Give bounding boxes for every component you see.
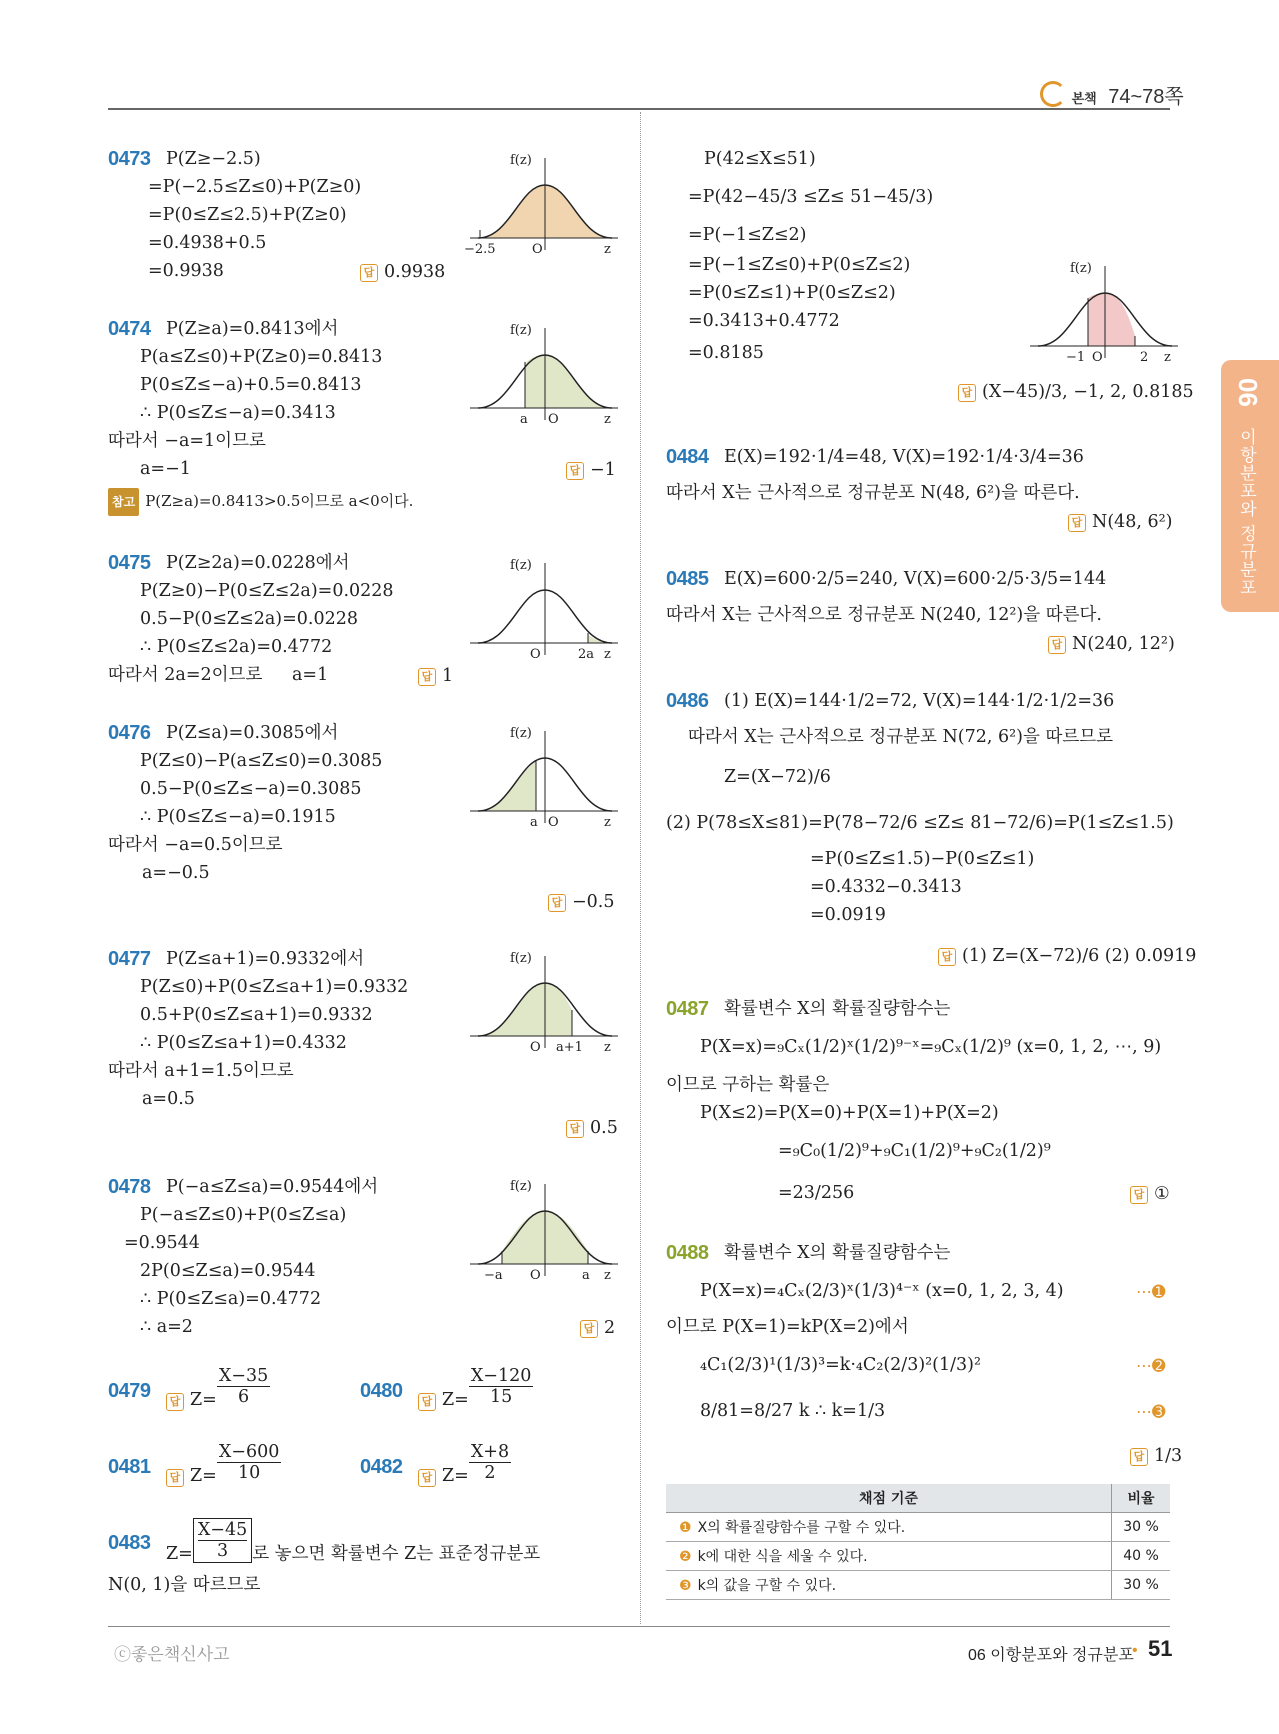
svg-text:f(z): f(z) — [1070, 261, 1092, 276]
svg-text:z: z — [604, 815, 611, 830]
answer-0479: 답 Z= $\frac{X-35}{6}$ — [166, 1366, 270, 1411]
svg-text:z: z — [604, 647, 611, 662]
tick-label: O — [532, 242, 543, 257]
problem-number-0484: 0484 — [666, 446, 709, 468]
answer-0487: 답 ① — [1130, 1184, 1170, 1204]
solution-line: P(a≤Z≤0)+P(Z≥0)=0.8413 — [140, 347, 383, 367]
solution-line: 따라서 2a=2이므로 — [108, 665, 263, 685]
solution-line: 따라서 a+1=1.5이므로 — [108, 1061, 294, 1081]
normal-curve-graph — [470, 555, 620, 665]
solution-line: E(X)=192·1/4=48, V(X)=192·1/4·3/4=36 — [724, 447, 1084, 467]
svg-text:O: O — [530, 647, 541, 662]
normal-curve-graph — [464, 150, 620, 260]
answer-0475: 답 1 — [418, 666, 453, 686]
svg-text:−1: −1 — [1066, 350, 1086, 365]
solution-line: 따라서 X는 근사적으로 정규분포 N(72, 6²)을 따르므로 — [688, 727, 1114, 747]
normal-curve-graph — [470, 320, 620, 430]
answer-0474: 답 −1 — [566, 460, 616, 480]
problem-number-0476: 0476 — [108, 722, 151, 744]
footer-rule — [108, 1626, 1170, 1627]
normal-curve-graph — [470, 948, 620, 1058]
solution-line: 이므로 구하는 확률은 — [666, 1075, 830, 1095]
tick-label: −2.5 — [464, 242, 496, 257]
solution-line: =P(0≤Z≤2.5)+P(Z≥0) — [148, 205, 347, 225]
step-marker-3: ⋯➌ — [1136, 1402, 1166, 1421]
footer-chapter: 06 이항분포와 정규분포 — [968, 1647, 1134, 1664]
solution-line: ∴ P(0≤Z≤2a)=0.4772 — [140, 637, 333, 657]
svg-text:2: 2 — [1140, 350, 1149, 365]
solution-line: =P(0≤Z≤1.5)−P(0≤Z≤1) — [810, 849, 1035, 869]
page-number: 51 — [1148, 1636, 1173, 1661]
solution-line: 0.5−P(0≤Z≤−a)=0.3085 — [140, 779, 362, 799]
table-row — [666, 1571, 1170, 1600]
solution-line: ∴ P(0≤Z≤−a)=0.1915 — [140, 807, 336, 827]
solution-line: 확률변수 X의 확률질량함수는 — [724, 999, 951, 1019]
solution-line: ∴ P(0≤Z≤−a)=0.3413 — [140, 403, 336, 423]
svg-text:O: O — [548, 815, 559, 830]
solution-line: (2) P(78≤X≤81)=P(78−72/6 ≤Z≤ 81−72/6)=P(1≤Z≤1.5) — [666, 813, 1174, 833]
solution-line: N(0, 1)을 따르므로 — [108, 1575, 261, 1595]
solution-line: 따라서 X는 근사적으로 정규분포 N(48, 6²)을 따른다. — [666, 483, 1080, 503]
solution-line: =23/256 — [778, 1183, 855, 1203]
solution-line: 0.5−P(0≤Z≤2a)=0.0228 — [140, 609, 359, 629]
solution-line: P(Z≤0)−P(a≤Z≤0)=0.3085 — [140, 751, 383, 771]
solution-line: P(Z≥2a)=0.0228에서 — [166, 553, 350, 573]
solution-line: =P(−1≤Z≤0)+P(0≤Z≤2) — [688, 255, 911, 275]
solution-line: P(Z≤a+1)=0.9332에서 — [166, 949, 365, 969]
solution-line: P(Z≥−2.5) — [166, 149, 261, 169]
svg-text:z: z — [604, 1268, 611, 1283]
book-label: 본책 — [1071, 91, 1097, 106]
answer-0481: 답 Z= $\frac{X-600}{10}$ — [166, 1442, 281, 1487]
answer-0486: 답 (1) Z=(X−72)/6 (2) 0.0919 — [938, 946, 1196, 966]
problem-number-0485: 0485 — [666, 568, 709, 590]
table-cell: 30 % — [1112, 1571, 1171, 1600]
svg-text:O: O — [530, 1040, 541, 1055]
solution-line: Z=(X−72)/6 — [724, 767, 831, 787]
normal-curve-graph — [1030, 258, 1180, 368]
table-cell: ❷ k에 대한 식을 세울 수 있다. — [666, 1542, 1112, 1571]
solution-line: ∴ P(0≤Z≤a)=0.4772 — [140, 1289, 322, 1309]
svg-text:a+1: a+1 — [556, 1040, 583, 1055]
solution-line: =P(−1≤Z≤2) — [688, 225, 807, 245]
solution-line: P(Z≥a)=0.8413에서 — [166, 319, 339, 339]
note-line: 참고 P(Z≥a)=0.8413>0.5이므로 a<0이다. — [108, 488, 413, 516]
solution-line: =0.8185 — [688, 343, 764, 363]
solution-line: E(X)=600·2/5=240, V(X)=600·2/5·3/5=144 — [724, 569, 1107, 589]
solution-line: 2P(0≤Z≤a)=0.9544 — [140, 1261, 316, 1281]
answer-0485: 답 N(240, 12²) — [1048, 634, 1175, 654]
solution-line: ∴ a=2 — [140, 1317, 193, 1337]
problem-number-0488: 0488 — [666, 1242, 709, 1264]
problem-number-0478: 0478 — [108, 1176, 151, 1198]
footer-bullet: • — [1132, 1642, 1138, 1659]
solution-line: (1) E(X)=144·1/2=72, V(X)=144·1/2·1/2=36 — [724, 691, 1115, 711]
solution-line: =₉C₀(1/2)⁹+₉C₁(1/2)⁹+₉C₂(1/2)⁹ — [778, 1141, 1051, 1161]
solution-line: P(42≤X≤51) — [704, 149, 816, 169]
problem-number-0480: 0480 — [360, 1380, 403, 1402]
svg-text:z: z — [1164, 350, 1171, 365]
svg-text:f(z): f(z) — [510, 323, 532, 338]
svg-text:z: z — [604, 1040, 611, 1055]
answer-0482: 답 Z= $\frac{X+8}{2}$ — [418, 1442, 511, 1487]
svg-text:a: a — [530, 815, 538, 830]
solution-line: =P(42−45/3 ≤Z≤ 51−45/3) — [688, 187, 934, 207]
solution-line: =0.9938 — [148, 261, 224, 281]
solution-line: 따라서 X는 근사적으로 정규분포 N(240, 12²)을 따른다. — [666, 605, 1102, 625]
solution-line: P(−a≤Z≤0)+P(0≤Z≤a) — [140, 1205, 347, 1225]
solution-line: =P(−2.5≤Z≤0)+P(Z≥0) — [148, 177, 362, 197]
answer-0488: 답 1/3 — [1130, 1446, 1182, 1466]
problem-number-0475: 0475 — [108, 552, 151, 574]
svg-text:f(z): f(z) — [510, 726, 532, 741]
normal-curve-graph — [470, 1176, 620, 1286]
solution-line: =0.9544 — [124, 1233, 200, 1253]
answer-0478: 답 2 — [580, 1318, 615, 1338]
scoring-criteria-table — [666, 1484, 1170, 1600]
note-badge: 참고 — [108, 488, 139, 516]
solution-line: ₄C₁(2/3)¹(1/3)³=k·₄C₂(2/3)²(1/3)² — [700, 1355, 982, 1375]
problem-number-0487: 0487 — [666, 998, 709, 1020]
problem-number-0477: 0477 — [108, 948, 151, 970]
answer-0480: 답 Z= $\frac{X-120}{15}$ — [418, 1366, 533, 1411]
solution-line: P(Z≤0)+P(0≤Z≤a+1)=0.9332 — [140, 977, 409, 997]
answer-0473: 답 0.9938 — [360, 262, 445, 282]
svg-text:2a: 2a — [578, 647, 595, 662]
answer-mark: 답 — [360, 264, 378, 282]
solution-line: a=−1 — [140, 459, 191, 479]
table-header: 채점 기준 — [666, 1484, 1112, 1513]
header-rule — [108, 108, 1170, 110]
svg-text:O: O — [548, 412, 559, 427]
problem-number-0474: 0474 — [108, 318, 151, 340]
solution-line: =0.4332−0.3413 — [810, 877, 962, 897]
table-cell: 30 % — [1112, 1513, 1171, 1542]
answer-0476: 답 −0.5 — [548, 892, 615, 912]
solution-line: a=1 — [292, 665, 329, 685]
solution-line: P(−a≤Z≤a)=0.9544에서 — [166, 1177, 379, 1197]
solution-line: 확률변수 X의 확률질량함수는 — [724, 1243, 951, 1263]
graph-ylabel: f(z) — [510, 153, 532, 168]
solution-line: =0.3413+0.4772 — [688, 311, 840, 331]
table-row — [666, 1542, 1170, 1571]
answer-0483: 답 (X−45)/3, −1, 2, 0.8185 — [958, 382, 1194, 402]
solution-line: =0.4938+0.5 — [148, 233, 267, 253]
problem-number-0486: 0486 — [666, 690, 709, 712]
book-page-reference — [1040, 80, 1184, 106]
chapter-number: 06 — [1233, 378, 1263, 407]
problem-number-0473: 0473 — [108, 148, 151, 170]
normal-curve-graph — [470, 723, 620, 833]
svg-text:−a: −a — [484, 1268, 503, 1283]
problem-number-0479: 0479 — [108, 1380, 151, 1402]
svg-text:f(z): f(z) — [510, 1179, 532, 1194]
column-divider — [640, 112, 641, 1624]
solution-line: =0.0919 — [810, 905, 886, 925]
solution-line: P(Z≥0)−P(0≤Z≤2a)=0.0228 — [140, 581, 394, 601]
solution-0483: Z= $\frac{X-45}{3}$ 로 놓으면 확률변수 Z는 표준정규분포 — [166, 1520, 541, 1564]
svg-text:O: O — [1092, 350, 1103, 365]
table-row — [666, 1513, 1170, 1542]
solution-line: P(X≤2)=P(X=0)+P(X=1)+P(X=2) — [700, 1103, 999, 1123]
solution-line: 8/81=8/27 k ∴ k=1/3 — [700, 1401, 886, 1421]
chapter-title: 이항분포와 정규분포 — [1236, 428, 1256, 597]
table-header-row — [666, 1484, 1170, 1513]
solution-line: 0.5+P(0≤Z≤a+1)=0.9332 — [140, 1005, 373, 1025]
answer-0477: 답 0.5 — [566, 1118, 618, 1138]
copyright: ⓒ좋은책신사고 — [114, 1645, 230, 1664]
svg-text:f(z): f(z) — [510, 558, 532, 573]
step-marker-2: ⋯➋ — [1136, 1356, 1166, 1375]
table-header: 비율 — [1112, 1484, 1171, 1513]
table-cell: ❸ k의 값을 구할 수 있다. — [666, 1571, 1112, 1600]
solution-line: 따라서 −a=0.5이므로 — [108, 835, 283, 855]
solution-line: P(X=x)=₉Cₓ(1/2)ˣ(1/2)⁹⁻ˣ=₉Cₓ(1/2)⁹ (x=0, 1, 2, ⋯, 9) — [700, 1037, 1162, 1057]
solution-line: 따라서 −a=1이므로 — [108, 431, 266, 451]
problem-number-0481: 0481 — [108, 1456, 151, 1478]
svg-text:a: a — [520, 412, 528, 427]
page-range: 74~78쪽 — [1108, 86, 1184, 108]
svg-text:O: O — [530, 1268, 541, 1283]
svg-text:z: z — [604, 412, 611, 427]
solution-line: a=−0.5 — [142, 863, 210, 883]
solution-line: P(Z≤a)=0.3085에서 — [166, 723, 339, 743]
solution-line: P(0≤Z≤−a)+0.5=0.8413 — [140, 375, 362, 395]
svg-text:a: a — [582, 1268, 590, 1283]
refresh-arrow-icon — [1040, 81, 1066, 107]
step-marker-1: ⋯➊ — [1136, 1282, 1166, 1301]
svg-text:f(z): f(z) — [510, 951, 532, 966]
solution-line: =P(0≤Z≤1)+P(0≤Z≤2) — [688, 283, 896, 303]
solution-line: ∴ P(0≤Z≤a+1)=0.4332 — [140, 1033, 347, 1053]
table-cell: 40 % — [1112, 1542, 1171, 1571]
answer-0484: 답 N(48, 6²) — [1068, 512, 1173, 532]
tick-label: z — [604, 242, 611, 257]
solution-line: a=0.5 — [142, 1089, 195, 1109]
solution-line: P(X=x)=₄Cₓ(2/3)ˣ(1/3)⁴⁻ˣ (x=0, 1, 2, 3, 4) — [700, 1281, 1064, 1301]
table-cell: ❶ X의 확률질량함수를 구할 수 있다. — [666, 1513, 1112, 1542]
problem-number-0482: 0482 — [360, 1456, 403, 1478]
problem-number-0483: 0483 — [108, 1532, 151, 1554]
solution-line: 이므로 P(X=1)=kP(X=2)에서 — [666, 1317, 909, 1337]
